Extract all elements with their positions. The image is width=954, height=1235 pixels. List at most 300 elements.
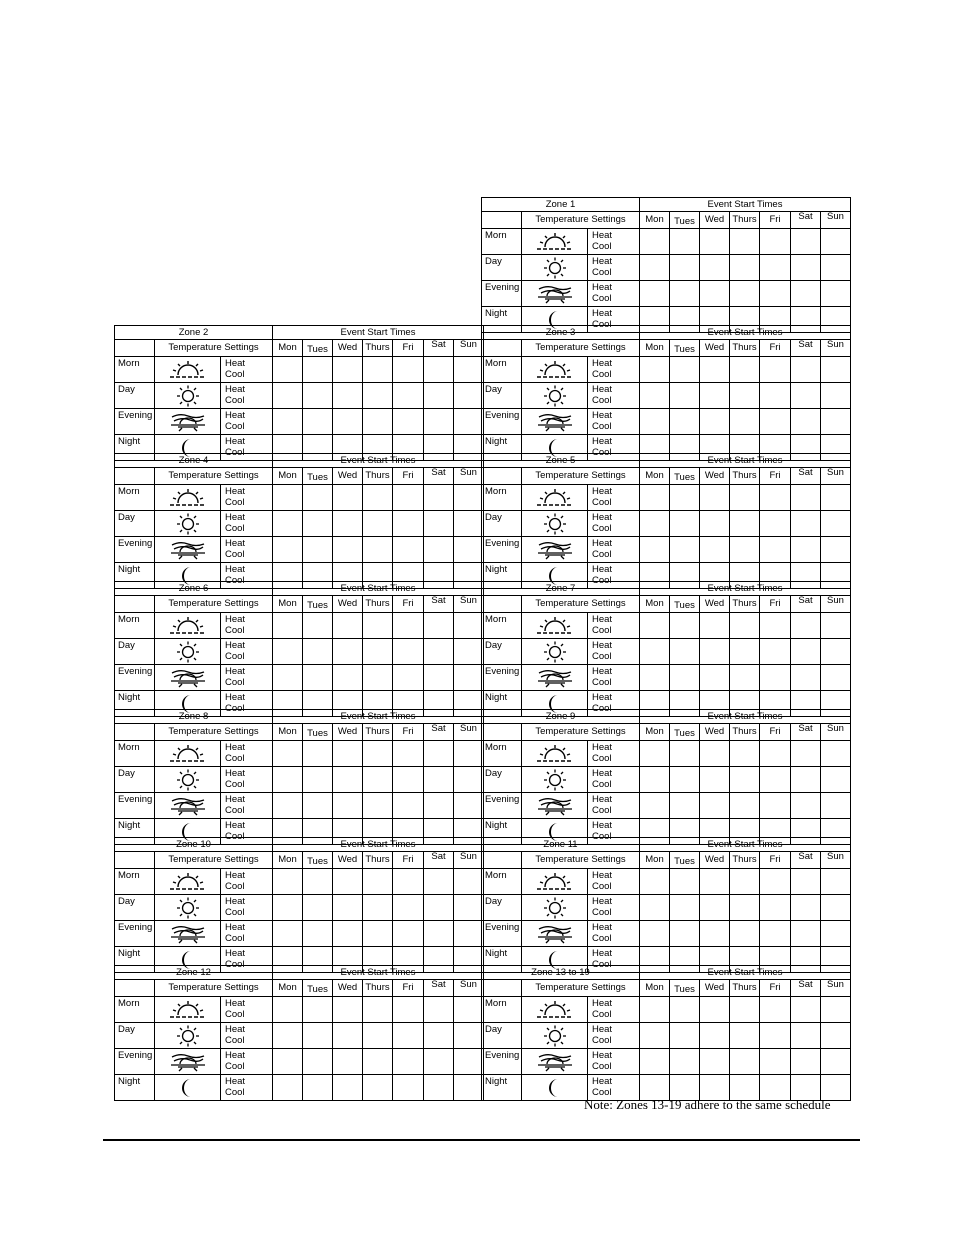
event-time-cell[interactable]	[791, 997, 821, 1023]
heat-cool-setting[interactable]	[221, 793, 273, 819]
event-time-cell[interactable]	[700, 357, 730, 383]
heat-cool-setting[interactable]	[588, 767, 640, 793]
event-time-cell[interactable]	[424, 665, 454, 691]
event-time-cell[interactable]	[730, 921, 760, 947]
event-time-cell[interactable]	[670, 665, 700, 691]
event-time-cell[interactable]	[303, 921, 333, 947]
event-time-cell[interactable]	[700, 281, 730, 307]
event-time-cell[interactable]	[363, 997, 393, 1023]
event-time-cell[interactable]	[670, 741, 700, 767]
event-time-cell[interactable]	[730, 741, 760, 767]
event-time-cell[interactable]	[273, 1075, 303, 1101]
event-time-cell[interactable]	[393, 1049, 424, 1075]
event-time-cell[interactable]	[303, 767, 333, 793]
event-time-cell[interactable]	[333, 613, 363, 639]
event-time-cell[interactable]	[670, 997, 700, 1023]
event-time-cell[interactable]	[700, 409, 730, 435]
event-time-cell[interactable]	[791, 665, 821, 691]
event-time-cell[interactable]	[333, 485, 363, 511]
event-time-cell[interactable]	[791, 1049, 821, 1075]
event-time-cell[interactable]	[393, 741, 424, 767]
heat-cool-setting[interactable]	[221, 511, 273, 537]
event-time-cell[interactable]	[424, 921, 454, 947]
event-time-cell[interactable]	[670, 409, 700, 435]
event-time-cell[interactable]	[640, 409, 670, 435]
event-time-cell[interactable]	[333, 1049, 363, 1075]
event-time-cell[interactable]	[821, 767, 851, 793]
event-time-cell[interactable]	[303, 357, 333, 383]
event-time-cell[interactable]	[640, 511, 670, 537]
event-time-cell[interactable]	[821, 869, 851, 895]
event-time-cell[interactable]	[640, 613, 670, 639]
heat-cool-setting[interactable]	[588, 665, 640, 691]
heat-cool-setting[interactable]	[221, 997, 273, 1023]
event-time-cell[interactable]	[760, 793, 791, 819]
event-time-cell[interactable]	[821, 741, 851, 767]
event-time-cell[interactable]	[760, 485, 791, 511]
heat-cool-setting[interactable]	[221, 383, 273, 409]
heat-cool-setting[interactable]	[221, 665, 273, 691]
event-time-cell[interactable]	[273, 409, 303, 435]
event-time-cell[interactable]	[791, 357, 821, 383]
event-time-cell[interactable]	[363, 409, 393, 435]
event-time-cell[interactable]	[700, 793, 730, 819]
event-time-cell[interactable]	[393, 613, 424, 639]
event-time-cell[interactable]	[303, 997, 333, 1023]
event-time-cell[interactable]	[730, 511, 760, 537]
heat-cool-setting[interactable]	[588, 793, 640, 819]
event-time-cell[interactable]	[730, 1023, 760, 1049]
event-time-cell[interactable]	[821, 921, 851, 947]
event-time-cell[interactable]	[424, 1049, 454, 1075]
event-time-cell[interactable]	[454, 639, 484, 665]
event-time-cell[interactable]	[454, 793, 484, 819]
event-time-cell[interactable]	[821, 485, 851, 511]
event-time-cell[interactable]	[454, 895, 484, 921]
event-time-cell[interactable]	[670, 485, 700, 511]
event-time-cell[interactable]	[760, 869, 791, 895]
event-time-cell[interactable]	[821, 895, 851, 921]
event-time-cell[interactable]	[393, 895, 424, 921]
event-time-cell[interactable]	[303, 537, 333, 563]
event-time-cell[interactable]	[393, 921, 424, 947]
event-time-cell[interactable]	[700, 741, 730, 767]
event-time-cell[interactable]	[424, 997, 454, 1023]
event-time-cell[interactable]	[640, 485, 670, 511]
event-time-cell[interactable]	[760, 281, 791, 307]
event-time-cell[interactable]	[424, 383, 454, 409]
event-time-cell[interactable]	[791, 511, 821, 537]
event-time-cell[interactable]	[700, 613, 730, 639]
event-time-cell[interactable]	[333, 1075, 363, 1101]
event-time-cell[interactable]	[333, 537, 363, 563]
event-time-cell[interactable]	[363, 511, 393, 537]
event-time-cell[interactable]	[821, 511, 851, 537]
event-time-cell[interactable]	[640, 357, 670, 383]
event-time-cell[interactable]	[791, 741, 821, 767]
event-time-cell[interactable]	[424, 1075, 454, 1101]
event-time-cell[interactable]	[393, 537, 424, 563]
event-time-cell[interactable]	[273, 767, 303, 793]
event-time-cell[interactable]	[640, 255, 670, 281]
event-time-cell[interactable]	[363, 869, 393, 895]
heat-cool-setting[interactable]	[588, 613, 640, 639]
event-time-cell[interactable]	[730, 639, 760, 665]
event-time-cell[interactable]	[363, 767, 393, 793]
event-time-cell[interactable]	[821, 793, 851, 819]
event-time-cell[interactable]	[363, 1049, 393, 1075]
event-time-cell[interactable]	[760, 1023, 791, 1049]
event-time-cell[interactable]	[760, 229, 791, 255]
heat-cool-setting[interactable]	[588, 1049, 640, 1075]
event-time-cell[interactable]	[333, 409, 363, 435]
event-time-cell[interactable]	[700, 255, 730, 281]
event-time-cell[interactable]	[821, 1049, 851, 1075]
heat-cool-setting[interactable]	[588, 895, 640, 921]
event-time-cell[interactable]	[760, 895, 791, 921]
event-time-cell[interactable]	[303, 1049, 333, 1075]
event-time-cell[interactable]	[333, 357, 363, 383]
heat-cool-setting[interactable]	[221, 741, 273, 767]
event-time-cell[interactable]	[670, 767, 700, 793]
event-time-cell[interactable]	[333, 793, 363, 819]
event-time-cell[interactable]	[730, 793, 760, 819]
event-time-cell[interactable]	[760, 383, 791, 409]
event-time-cell[interactable]	[393, 357, 424, 383]
event-time-cell[interactable]	[363, 639, 393, 665]
event-time-cell[interactable]	[273, 997, 303, 1023]
event-time-cell[interactable]	[821, 383, 851, 409]
event-time-cell[interactable]	[821, 357, 851, 383]
event-time-cell[interactable]	[821, 997, 851, 1023]
event-time-cell[interactable]	[363, 1023, 393, 1049]
event-time-cell[interactable]	[730, 255, 760, 281]
event-time-cell[interactable]	[730, 485, 760, 511]
event-time-cell[interactable]	[670, 639, 700, 665]
heat-cool-setting[interactable]	[588, 869, 640, 895]
heat-cool-setting[interactable]	[588, 1023, 640, 1049]
event-time-cell[interactable]	[700, 767, 730, 793]
event-time-cell[interactable]	[424, 741, 454, 767]
event-time-cell[interactable]	[363, 383, 393, 409]
event-time-cell[interactable]	[273, 895, 303, 921]
event-time-cell[interactable]	[424, 639, 454, 665]
heat-cool-setting[interactable]	[588, 537, 640, 563]
event-time-cell[interactable]	[670, 383, 700, 409]
event-time-cell[interactable]	[700, 921, 730, 947]
event-time-cell[interactable]	[700, 665, 730, 691]
event-time-cell[interactable]	[821, 639, 851, 665]
event-time-cell[interactable]	[424, 1023, 454, 1049]
event-time-cell[interactable]	[303, 895, 333, 921]
event-time-cell[interactable]	[333, 383, 363, 409]
event-time-cell[interactable]	[454, 383, 484, 409]
event-time-cell[interactable]	[393, 665, 424, 691]
heat-cool-setting[interactable]	[588, 639, 640, 665]
event-time-cell[interactable]	[670, 281, 700, 307]
event-time-cell[interactable]	[303, 613, 333, 639]
heat-cool-setting[interactable]	[221, 613, 273, 639]
event-time-cell[interactable]	[640, 1049, 670, 1075]
event-time-cell[interactable]	[393, 485, 424, 511]
event-time-cell[interactable]	[640, 229, 670, 255]
event-time-cell[interactable]	[393, 997, 424, 1023]
event-time-cell[interactable]	[454, 767, 484, 793]
event-time-cell[interactable]	[273, 511, 303, 537]
event-time-cell[interactable]	[454, 357, 484, 383]
event-time-cell[interactable]	[670, 613, 700, 639]
event-time-cell[interactable]	[273, 665, 303, 691]
event-time-cell[interactable]	[730, 409, 760, 435]
event-time-cell[interactable]	[393, 383, 424, 409]
event-time-cell[interactable]	[670, 1023, 700, 1049]
event-time-cell[interactable]	[424, 511, 454, 537]
heat-cool-setting[interactable]	[221, 921, 273, 947]
event-time-cell[interactable]	[670, 1049, 700, 1075]
event-time-cell[interactable]	[640, 793, 670, 819]
event-time-cell[interactable]	[273, 1023, 303, 1049]
event-time-cell[interactable]	[363, 741, 393, 767]
event-time-cell[interactable]	[791, 229, 821, 255]
event-time-cell[interactable]	[670, 895, 700, 921]
event-time-cell[interactable]	[333, 741, 363, 767]
heat-cool-setting[interactable]	[588, 357, 640, 383]
heat-cool-setting[interactable]	[221, 1049, 273, 1075]
event-time-cell[interactable]	[454, 511, 484, 537]
event-time-cell[interactable]	[670, 357, 700, 383]
event-time-cell[interactable]	[640, 997, 670, 1023]
event-time-cell[interactable]	[730, 1049, 760, 1075]
event-time-cell[interactable]	[640, 921, 670, 947]
event-time-cell[interactable]	[760, 537, 791, 563]
event-time-cell[interactable]	[760, 741, 791, 767]
event-time-cell[interactable]	[333, 869, 363, 895]
event-time-cell[interactable]	[363, 895, 393, 921]
event-time-cell[interactable]	[640, 665, 670, 691]
event-time-cell[interactable]	[760, 613, 791, 639]
event-time-cell[interactable]	[700, 895, 730, 921]
event-time-cell[interactable]	[670, 921, 700, 947]
heat-cool-setting[interactable]	[588, 383, 640, 409]
event-time-cell[interactable]	[333, 767, 363, 793]
event-time-cell[interactable]	[760, 767, 791, 793]
event-time-cell[interactable]	[640, 741, 670, 767]
event-time-cell[interactable]	[363, 485, 393, 511]
event-time-cell[interactable]	[303, 793, 333, 819]
event-time-cell[interactable]	[821, 255, 851, 281]
heat-cool-setting[interactable]	[221, 869, 273, 895]
event-time-cell[interactable]	[791, 613, 821, 639]
event-time-cell[interactable]	[454, 921, 484, 947]
event-time-cell[interactable]	[333, 665, 363, 691]
heat-cool-setting[interactable]	[588, 741, 640, 767]
event-time-cell[interactable]	[730, 613, 760, 639]
event-time-cell[interactable]	[791, 255, 821, 281]
event-time-cell[interactable]	[303, 1023, 333, 1049]
event-time-cell[interactable]	[303, 409, 333, 435]
event-time-cell[interactable]	[303, 383, 333, 409]
heat-cool-setting[interactable]	[588, 921, 640, 947]
heat-cool-setting[interactable]	[588, 997, 640, 1023]
event-time-cell[interactable]	[393, 1075, 424, 1101]
event-time-cell[interactable]	[303, 741, 333, 767]
event-time-cell[interactable]	[424, 357, 454, 383]
heat-cool-setting[interactable]	[588, 255, 640, 281]
event-time-cell[interactable]	[791, 1023, 821, 1049]
event-time-cell[interactable]	[363, 665, 393, 691]
event-time-cell[interactable]	[670, 229, 700, 255]
event-time-cell[interactable]	[791, 921, 821, 947]
event-time-cell[interactable]	[670, 511, 700, 537]
event-time-cell[interactable]	[640, 639, 670, 665]
event-time-cell[interactable]	[760, 665, 791, 691]
event-time-cell[interactable]	[273, 485, 303, 511]
event-time-cell[interactable]	[303, 1075, 333, 1101]
event-time-cell[interactable]	[730, 537, 760, 563]
event-time-cell[interactable]	[273, 383, 303, 409]
event-time-cell[interactable]	[700, 639, 730, 665]
event-time-cell[interactable]	[303, 665, 333, 691]
event-time-cell[interactable]	[273, 921, 303, 947]
event-time-cell[interactable]	[700, 229, 730, 255]
event-time-cell[interactable]	[640, 281, 670, 307]
heat-cool-setting[interactable]	[221, 1023, 273, 1049]
event-time-cell[interactable]	[333, 511, 363, 537]
event-time-cell[interactable]	[791, 485, 821, 511]
event-time-cell[interactable]	[760, 357, 791, 383]
event-time-cell[interactable]	[273, 1049, 303, 1075]
event-time-cell[interactable]	[454, 997, 484, 1023]
event-time-cell[interactable]	[670, 793, 700, 819]
event-time-cell[interactable]	[273, 537, 303, 563]
event-time-cell[interactable]	[760, 255, 791, 281]
heat-cool-setting[interactable]	[221, 537, 273, 563]
event-time-cell[interactable]	[424, 767, 454, 793]
event-time-cell[interactable]	[393, 869, 424, 895]
event-time-cell[interactable]	[273, 639, 303, 665]
event-time-cell[interactable]	[700, 1049, 730, 1075]
event-time-cell[interactable]	[791, 767, 821, 793]
event-time-cell[interactable]	[273, 869, 303, 895]
event-time-cell[interactable]	[730, 229, 760, 255]
event-time-cell[interactable]	[454, 869, 484, 895]
event-time-cell[interactable]	[730, 997, 760, 1023]
event-time-cell[interactable]	[640, 869, 670, 895]
event-time-cell[interactable]	[454, 537, 484, 563]
event-time-cell[interactable]	[424, 793, 454, 819]
event-time-cell[interactable]	[393, 409, 424, 435]
heat-cool-setting[interactable]	[221, 895, 273, 921]
event-time-cell[interactable]	[454, 485, 484, 511]
event-time-cell[interactable]	[730, 895, 760, 921]
event-time-cell[interactable]	[760, 511, 791, 537]
event-time-cell[interactable]	[760, 921, 791, 947]
event-time-cell[interactable]	[700, 485, 730, 511]
heat-cool-setting[interactable]	[588, 485, 640, 511]
event-time-cell[interactable]	[730, 665, 760, 691]
event-time-cell[interactable]	[670, 255, 700, 281]
event-time-cell[interactable]	[700, 383, 730, 409]
event-time-cell[interactable]	[640, 767, 670, 793]
event-time-cell[interactable]	[730, 869, 760, 895]
event-time-cell[interactable]	[791, 895, 821, 921]
event-time-cell[interactable]	[393, 639, 424, 665]
event-time-cell[interactable]	[333, 997, 363, 1023]
event-time-cell[interactable]	[454, 613, 484, 639]
event-time-cell[interactable]	[821, 613, 851, 639]
event-time-cell[interactable]	[454, 1049, 484, 1075]
event-time-cell[interactable]	[393, 511, 424, 537]
event-time-cell[interactable]	[760, 997, 791, 1023]
event-time-cell[interactable]	[424, 869, 454, 895]
event-time-cell[interactable]	[821, 281, 851, 307]
event-time-cell[interactable]	[700, 1023, 730, 1049]
event-time-cell[interactable]	[730, 357, 760, 383]
event-time-cell[interactable]	[424, 409, 454, 435]
heat-cool-setting[interactable]	[221, 357, 273, 383]
event-time-cell[interactable]	[363, 1075, 393, 1101]
heat-cool-setting[interactable]	[221, 1075, 273, 1101]
event-time-cell[interactable]	[640, 1023, 670, 1049]
event-time-cell[interactable]	[700, 869, 730, 895]
event-time-cell[interactable]	[393, 1023, 424, 1049]
event-time-cell[interactable]	[730, 767, 760, 793]
event-time-cell[interactable]	[821, 665, 851, 691]
event-time-cell[interactable]	[454, 409, 484, 435]
event-time-cell[interactable]	[333, 895, 363, 921]
event-time-cell[interactable]	[424, 895, 454, 921]
event-time-cell[interactable]	[791, 639, 821, 665]
event-time-cell[interactable]	[363, 537, 393, 563]
event-time-cell[interactable]	[640, 895, 670, 921]
event-time-cell[interactable]	[424, 485, 454, 511]
event-time-cell[interactable]	[454, 1075, 484, 1101]
event-time-cell[interactable]	[791, 869, 821, 895]
heat-cool-setting[interactable]	[221, 485, 273, 511]
event-time-cell[interactable]	[333, 921, 363, 947]
event-time-cell[interactable]	[273, 357, 303, 383]
event-time-cell[interactable]	[393, 793, 424, 819]
event-time-cell[interactable]	[791, 793, 821, 819]
event-time-cell[interactable]	[821, 409, 851, 435]
event-time-cell[interactable]	[273, 613, 303, 639]
event-time-cell[interactable]	[700, 537, 730, 563]
event-time-cell[interactable]	[730, 281, 760, 307]
event-time-cell[interactable]	[791, 537, 821, 563]
event-time-cell[interactable]	[760, 1049, 791, 1075]
event-time-cell[interactable]	[670, 537, 700, 563]
event-time-cell[interactable]	[760, 409, 791, 435]
event-time-cell[interactable]	[791, 409, 821, 435]
event-time-cell[interactable]	[273, 741, 303, 767]
event-time-cell[interactable]	[791, 281, 821, 307]
heat-cool-setting[interactable]	[588, 229, 640, 255]
event-time-cell[interactable]	[393, 767, 424, 793]
heat-cool-setting[interactable]	[588, 511, 640, 537]
heat-cool-setting[interactable]	[221, 767, 273, 793]
event-time-cell[interactable]	[363, 921, 393, 947]
event-time-cell[interactable]	[454, 1023, 484, 1049]
event-time-cell[interactable]	[791, 383, 821, 409]
event-time-cell[interactable]	[333, 1023, 363, 1049]
event-time-cell[interactable]	[730, 383, 760, 409]
event-time-cell[interactable]	[700, 511, 730, 537]
event-time-cell[interactable]	[821, 537, 851, 563]
event-time-cell[interactable]	[760, 639, 791, 665]
event-time-cell[interactable]	[821, 1023, 851, 1049]
event-time-cell[interactable]	[363, 613, 393, 639]
event-time-cell[interactable]	[303, 511, 333, 537]
